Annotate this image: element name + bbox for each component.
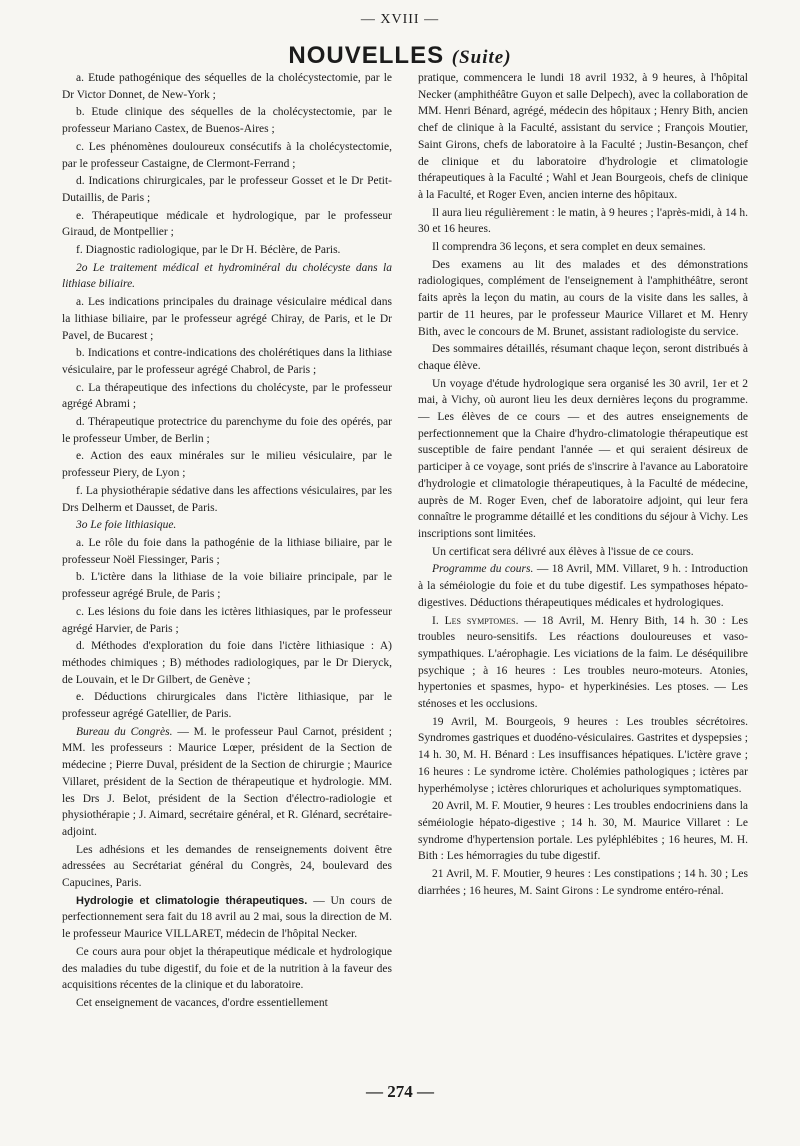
paragraph-text: b. L'ictère dans la lithiase de la voie biliaire principale, par le professeur agrégé Brule, de Paris ;	[62, 571, 392, 601]
paragraph	[62, 517, 392, 534]
paragraph-text: Des examens au lit des malades et des démonstrations radiologiques, complément de l'enseignement à l'amphithéâtre, seront faits après la leçon du matin, au cours de la visite dans les salles, à partir de 11 heures, par le professeur Maurice Villaret et M. Henry Bith, avec le concours de M. Brunet, assistant radiologiste du service.	[418, 258, 748, 338]
paragraph-text: Cet enseignement de vacances, d'ordre essentiellement	[76, 996, 328, 1009]
paragraph-text: — 18 Avril, M. Henry Bith, 14 h. 30 : Les troubles neuro-sensitifs. Les réactions douloureuses et vaso-sympathiques. L'aérophagie. Les viciations de la faim. Le déséquilibre psychique ; à 16 heures : Les troubles neuro-moteurs. Atonies, hypertonies et spasmes, hypo- et hyperkinésies. Les ptoses. — Les sténoses et les occlusions.	[418, 614, 748, 711]
paragraph	[418, 714, 748, 798]
paragraph-text: d. Thérapeutique protectrice du parenchyme du foie des opérés, par le professeur Umber, de Berlin ;	[62, 416, 392, 445]
paragraph	[62, 689, 392, 722]
paragraph-text: c. Les phénomènes douloureux consécutifs à la cholécystectomie, par le professeur Castaigne, de Clermont-Ferrand ;	[62, 140, 392, 170]
paragraph-text: d. Indications chirurgicales, par le professeur Gosset et le Dr Petit-Dutaillis, de Paris ;	[62, 175, 392, 204]
paragraph	[418, 544, 748, 561]
paragraph	[62, 208, 392, 241]
title-suite: (Suite)	[451, 47, 512, 68]
paragraph	[62, 70, 392, 103]
paragraph	[418, 613, 748, 713]
paragraph	[62, 104, 392, 137]
paragraph-text: e. Action des eaux minérales sur le milieu vésiculaire, par le professeur Piery, de Lyon ;	[62, 450, 392, 480]
paragraph-text: Il aura lieu régulièrement : le matin, à 9 heures ; l'après-midi, à 14 h. 30 et 16 heures.	[418, 206, 748, 236]
paragraph	[62, 944, 392, 994]
paragraph-text: b. Etude clinique des séquelles de la cholécystectomie, par le professeur Mariano Castex, de Buenos-Aires ;	[62, 106, 392, 136]
paragraph	[62, 448, 392, 481]
paragraph	[62, 380, 392, 413]
paragraph-text: f. La physiothérapie sédative dans les affections vésiculaires, par les Drs Delherm et Dausset, de Paris.	[62, 484, 392, 514]
paragraph-text: c. La thérapeutique des infections du cholécyste, par le professeur agrégé Abrami ;	[62, 381, 392, 411]
paragraph-text: e. Thérapeutique médicale et hydrologique, par le professeur Giraud, de Montpellier ;	[62, 209, 392, 239]
page-number: — 274 —	[366, 1082, 434, 1101]
paragraph	[418, 798, 748, 865]
left-column	[62, 70, 392, 1090]
paragraph	[418, 341, 748, 374]
paragraph-text: pratique, commencera le lundi 18 avril 1932, à 9 heures, à l'hôpital Necker (amphithéâtre Guyon et salle Delpech), avec la collaboration de MM. Henri Bénard, agrégé, médecin des hôpitaux ; Henry Bith, ancien chef de clinique à la Faculté, assistant du service ; François Moutier, Saint Girons, chefs de laboratoire à la Faculté ; Justin-Besançon, chef de clinique et du laboratoire d'hydrologie et climatologie thérapeutiques à la Faculté ; Wahl et Jean Bourgeois, chefs de clinique à la Faculté, et Roger Even, ancien interne des hôpitaux.	[418, 72, 748, 201]
paragraph	[62, 483, 392, 516]
paragraph-text: — Un cours de perfectionnement sera fait du 18 avril au 2 mai, sous la direction de M. le professeur Maurice VILLARET, médecin de l'hôpital Necker.	[62, 894, 392, 941]
paragraph	[62, 535, 392, 568]
paragraph-text: 2o Le traitement médical et hydrominéral du cholécyste dans la lithiase biliaire.	[62, 261, 392, 291]
paragraph-text: 19 Avril, M. Bourgeois, 9 heures : Les troubles sécrétoires. Syndromes gastriques et duodéno-vésiculaires. Gastrites et dyspepsies ; 14 h. 30, M. H. Bénard : Les insuffisances hépatiques. L'ictère grave ; 16 heures : Le syndrome ictère. Cholémies pathologiques ; ictères par hyperhémolyse ; ictères chloruriques et acholuriques symptomatiques.	[418, 715, 748, 795]
page-title	[0, 42, 800, 70]
paragraph	[418, 376, 748, 543]
paragraph	[418, 866, 748, 899]
paragraph	[418, 70, 748, 204]
paragraph-text: Un certificat sera délivré aux élèves à l'issue de ce cours.	[432, 545, 694, 558]
paragraph-text: — 18 Avril, MM. Villaret, 9 h. : Introduction à la séméiologie du foie et du tube digestif. Les sympathoses hépato-digestives. Déductions thérapeutiques médicales et hydrologiques.	[418, 563, 748, 609]
paragraph-lead: Programme du cours.	[432, 563, 534, 576]
paragraph	[62, 842, 392, 892]
paragraph	[418, 257, 748, 341]
paragraph	[62, 638, 392, 688]
paragraph	[418, 561, 748, 611]
paragraph-text: b. Indications et contre-indications des cholérétiques dans la lithiase vésiculaire, par le professeur agrégé Chabrol, de Paris ;	[62, 347, 392, 376]
paragraph	[62, 414, 392, 447]
paragraph-lead: Bureau du Congrès.	[76, 725, 173, 738]
paragraph	[62, 139, 392, 172]
paragraph	[62, 604, 392, 637]
paragraph	[62, 893, 392, 943]
paragraph	[62, 260, 392, 293]
paragraph	[418, 205, 748, 238]
paragraph	[62, 569, 392, 602]
paragraph-text: Les adhésions et les demandes de renseignements doivent être adressées au Secrétariat général du Congrès, 24, boulevard des Capucines, Paris.	[62, 843, 392, 890]
paragraph	[62, 173, 392, 206]
paragraph-text: 20 Avril, M. F. Moutier, 9 heures : Les troubles endocriniens dans la séméiologie hépato-digestive ; 14 h. 30, M. Maurice Villaret : Le syndrome d'hypertension portale. Les pyléphlébites ; 16 heures, M. H. Bith : Les hémorragies du tube digestif.	[418, 800, 748, 863]
paragraph-smallcaps-lead: I. Les symptomes.	[432, 614, 519, 627]
page-roman-number: — XVIII —	[360, 12, 440, 27]
title-text: NOUVELLES	[288, 42, 445, 69]
paragraph-text: a. Le rôle du foie dans la pathogénie de la lithiase biliaire, par le professeur Noël Fiessinger, Paris ;	[62, 536, 392, 566]
paragraph-bold-lead: Hydrologie et climatologie thérapeutiques.	[76, 894, 308, 907]
paragraph	[62, 345, 392, 378]
paragraph-text: — M. le professeur Paul Carnot, président ; MM. les professeurs : Maurice Lœper, président de la Section de médecine ; Pierre Duval, président de la Section de chirurgie ; Maurice Villaret, président de la Section de thérapeutique et hydrologie. MM. les Drs J. Belot, président de la Section d'électro-radiologie et physiothérapie ; J. Aimard, secrétaire général, et R. Glénard, secrétaire-adjoint.	[62, 725, 392, 838]
paragraph-text: a. Etude pathogénique des séquelles de la cholécystectomie, par le Dr Victor Donnet, de New-York ;	[62, 72, 392, 101]
paragraph	[418, 239, 748, 256]
paragraph-text: 3o Le foie lithiasique.	[76, 519, 177, 532]
paragraph-text: d. Méthodes d'exploration du foie dans l'ictère lithiasique : A) méthodes chimiques ; B) méthodes radiologiques, par le Dr Dieryck, de Louvain, et le Dr Gilbert, de Genève ;	[62, 640, 392, 686]
paragraph-text: Des sommaires détaillés, résumant chaque leçon, seront distribués à chaque élève.	[418, 343, 748, 372]
paragraph	[62, 242, 392, 259]
paragraph	[62, 995, 392, 1012]
paragraph	[62, 724, 392, 841]
paragraph-text: Un voyage d'étude hydrologique sera organisé les 30 avril, 1er et 2 mai, à Vichy, où auront lieu les deux dernières leçons du programme. — Les élèves de ce cours — et des autres enseignements de perfectionnement que la Chaire d'hydro-climatologie thérapeutique est susceptible de faire pendant l'année — et qui seraient désireux de participer à ce voyage, sont priés de s'inscrire à l'avance au Laboratoire d'hydrologie et climatologie thérapeutiques, à la Faculté de médecine, auprès de M. Roger Even, chef de laboratoire adjoint, qui leur fera connaître le programme détaillé et les conditions du séjour à Vichy. Les inscriptions sont limitées.	[418, 377, 748, 540]
paragraph-text: 21 Avril, M. F. Moutier, 9 heures : Les constipations ; 14 h. 30 ; Les diarrhées ; 16 heures, M. Saint Girons : Le syndrome entéro-rénal.	[418, 868, 748, 897]
paragraph-text: c. Les lésions du foie dans les ictères lithiasiques, par le professeur agrégé Harvier, de Paris ;	[62, 605, 392, 635]
paragraph-text: e. Déductions chirurgicales dans l'ictère lithiasique, par le professeur agrégé Gatellier, de Paris.	[62, 691, 392, 721]
paragraph-text: Il comprendra 36 leçons, et sera complet en deux semaines.	[432, 241, 706, 254]
paragraph-text: f. Diagnostic radiologique, par le Dr H. Béclère, de Paris.	[76, 244, 341, 257]
paragraph-text: Ce cours aura pour objet la thérapeutique médicale et hydrologique des maladies du tube digestif, du foie et de la nutrition à la faveur des acquisitions récentes de la clinique et du laboratoire.	[62, 945, 392, 992]
paragraph-text: a. Les indications principales du drainage vésiculaire médical dans la lithiase biliaire, par le professeur agrégé Chiray, de Paris, et le Dr Pavel, de Bucarest ;	[62, 296, 392, 342]
right-column	[418, 70, 748, 1090]
paragraph	[62, 294, 392, 344]
